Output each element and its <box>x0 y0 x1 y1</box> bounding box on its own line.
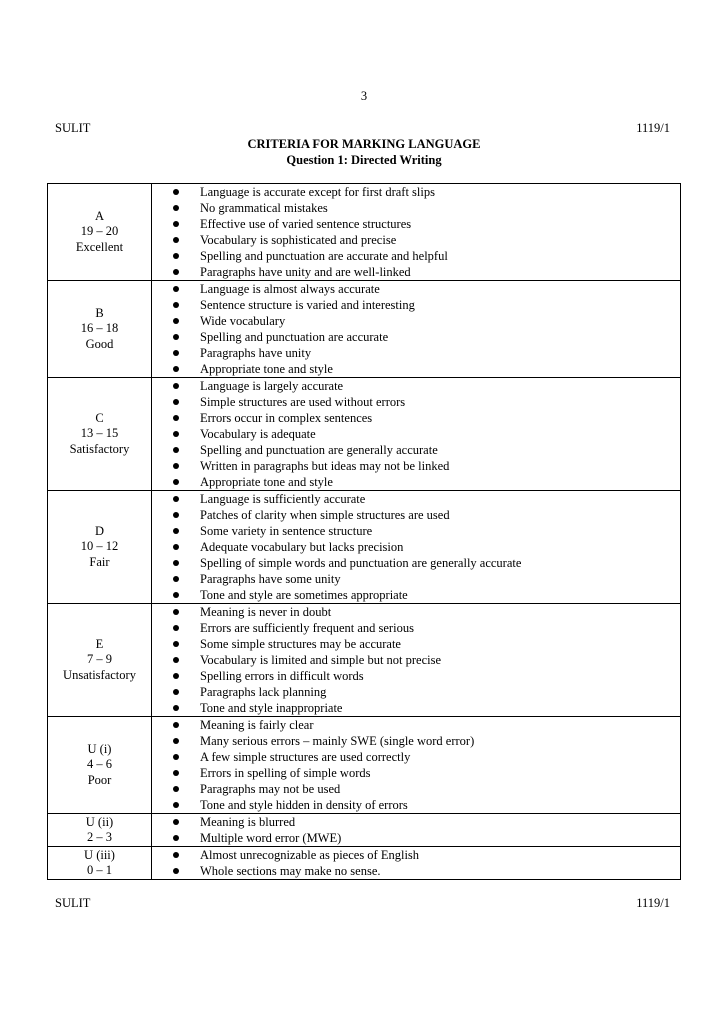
grade-descriptor: Fair <box>89 554 110 569</box>
bullet-icon <box>173 560 179 566</box>
criteria-item <box>152 587 680 603</box>
grade-letter: U (i) <box>87 741 112 756</box>
header-sulit: SULIT <box>55 121 91 135</box>
criteria-row <box>48 281 681 378</box>
bullet-icon <box>173 496 179 502</box>
grade-cell <box>48 184 152 281</box>
criteria-item-text: Language is sufficiently accurate <box>200 492 366 506</box>
criteria-item-text: Many serious errors – mainly SWE (single word error) <box>200 734 475 748</box>
criteria-row <box>48 491 681 604</box>
footer-paper-code: 1119/1 <box>636 896 670 910</box>
grade-mark-range: 16 – 18 <box>80 321 119 336</box>
criteria-item-text: Patches of clarity when simple structures are used <box>200 508 450 522</box>
criteria-item <box>152 523 680 539</box>
criteria-item <box>152 781 680 797</box>
grade-cell <box>48 717 152 814</box>
grade-mark-range: 13 – 15 <box>80 426 119 441</box>
criteria-row <box>48 184 681 281</box>
criteria-item-text: Appropriate tone and style <box>200 362 333 376</box>
grade-cell <box>48 847 152 880</box>
criteria-item-text: Simple structures are used without errors <box>200 395 406 409</box>
criteria-item-text: Meaning is blurred <box>200 815 296 829</box>
criteria-item-text: Sentence structure is varied and interesting <box>200 298 415 312</box>
grade-descriptor: Excellent <box>75 239 124 254</box>
criteria-item <box>152 232 680 248</box>
bullet-icon <box>173 302 179 308</box>
grade-descriptor: Poor <box>87 772 112 787</box>
grade-letter: U (ii) <box>85 814 114 829</box>
criteria-table <box>47 183 681 880</box>
criteria-item <box>152 797 680 813</box>
bullet-icon <box>173 205 179 211</box>
criteria-item <box>152 733 680 749</box>
criteria-item-text: Meaning is never in doubt <box>200 605 332 619</box>
bullet-icon <box>173 350 179 356</box>
criteria-item-text: Language is almost always accurate <box>200 282 380 296</box>
criteria-item-text: Errors in spelling of simple words <box>200 766 371 780</box>
criteria-item-text: Paragraphs have unity <box>200 346 312 360</box>
criteria-list <box>152 847 680 879</box>
grade-cell <box>48 604 152 717</box>
criteria-item-text: Tone and style inappropriate <box>200 701 343 715</box>
criteria-row <box>48 717 681 814</box>
criteria-item <box>152 491 680 507</box>
criteria-item-text: Paragraphs have unity and are well-linked <box>200 265 411 279</box>
bullet-icon <box>173 738 179 744</box>
criteria-item <box>152 539 680 555</box>
criteria-item-text: Vocabulary is adequate <box>200 427 316 441</box>
criteria-item <box>152 378 680 394</box>
criteria-item-text: Whole sections may make no sense. <box>200 864 381 878</box>
criteria-item-text: Vocabulary is sophisticated and precise <box>200 233 397 247</box>
criteria-item <box>152 200 680 216</box>
criteria-item-text: Almost unrecognizable as pieces of English <box>200 848 420 862</box>
grade-letter: U (iii) <box>84 847 115 862</box>
grade-descriptor: Satisfactory <box>69 441 130 456</box>
criteria-cell <box>152 281 681 378</box>
criteria-cell <box>152 717 681 814</box>
criteria-item <box>152 264 680 280</box>
criteria-item <box>152 329 680 345</box>
bullet-icon <box>173 673 179 679</box>
page-number: 3 <box>360 89 368 103</box>
criteria-item-text: Errors are sufficiently frequent and serious <box>200 621 414 635</box>
grade-cell <box>48 281 152 378</box>
bullet-icon <box>173 852 179 858</box>
criteria-item <box>152 668 680 684</box>
bullet-icon <box>173 383 179 389</box>
bullet-icon <box>173 754 179 760</box>
criteria-table-body <box>48 184 681 880</box>
criteria-cell <box>152 604 681 717</box>
criteria-item <box>152 814 680 830</box>
bullet-icon <box>173 479 179 485</box>
grade-cell <box>48 378 152 491</box>
criteria-item-text: Spelling and punctuation are accurate and helpful <box>200 249 448 263</box>
grade-letter: D <box>94 523 105 538</box>
bullet-icon <box>173 463 179 469</box>
criteria-item-text: Adequate vocabulary but lacks precision <box>200 540 404 554</box>
criteria-item-text: Paragraphs lack planning <box>200 685 327 699</box>
criteria-item-text: A few simple structures are used correctly <box>200 750 411 764</box>
criteria-item <box>152 216 680 232</box>
criteria-list <box>152 281 680 377</box>
document-subtitle: Question 1: Directed Writing <box>286 153 442 167</box>
criteria-item-text: Language is largely accurate <box>200 379 344 393</box>
criteria-item-text: Vocabulary is limited and simple but not precise <box>200 653 442 667</box>
criteria-cell <box>152 847 681 880</box>
criteria-item-text: Spelling and punctuation are generally accurate <box>200 443 438 457</box>
criteria-item <box>152 863 680 879</box>
criteria-item <box>152 474 680 490</box>
grade-mark-range: 19 – 20 <box>80 224 119 239</box>
criteria-item <box>152 458 680 474</box>
grade-descriptor: Good <box>85 336 114 351</box>
bullet-icon <box>173 641 179 647</box>
bullet-icon <box>173 431 179 437</box>
bullet-icon <box>173 221 179 227</box>
bullet-icon <box>173 576 179 582</box>
criteria-list <box>152 604 680 716</box>
bullet-icon <box>173 625 179 631</box>
criteria-item <box>152 345 680 361</box>
criteria-item-text: Tone and style are sometimes appropriate <box>200 588 408 602</box>
bullet-icon <box>173 786 179 792</box>
bullet-icon <box>173 253 179 259</box>
criteria-item <box>152 555 680 571</box>
criteria-item-text: Wide vocabulary <box>200 314 286 328</box>
criteria-cell <box>152 378 681 491</box>
criteria-item-text: Effective use of varied sentence structures <box>200 217 412 231</box>
bullet-icon <box>173 802 179 808</box>
bullet-icon <box>173 868 179 874</box>
criteria-item <box>152 684 680 700</box>
criteria-item <box>152 410 680 426</box>
criteria-list <box>152 814 680 846</box>
criteria-list <box>152 717 680 813</box>
criteria-item <box>152 297 680 313</box>
bullet-icon <box>173 334 179 340</box>
criteria-item <box>152 313 680 329</box>
criteria-item-text: Paragraphs have some unity <box>200 572 341 586</box>
criteria-item <box>152 248 680 264</box>
criteria-item-text: Meaning is fairly clear <box>200 718 314 732</box>
criteria-row <box>48 378 681 491</box>
criteria-item-text: Tone and style hidden in density of errors <box>200 798 408 812</box>
grade-mark-range: 0 – 1 <box>87 863 112 877</box>
criteria-item <box>152 620 680 636</box>
bullet-icon <box>173 399 179 405</box>
criteria-item-text: Written in paragraphs but ideas may not be linked <box>200 459 450 473</box>
criteria-item-text: Language is accurate except for first draft slips <box>200 185 435 199</box>
criteria-item <box>152 717 680 733</box>
criteria-item <box>152 847 680 863</box>
bullet-icon <box>173 366 179 372</box>
bullet-icon <box>173 447 179 453</box>
criteria-item-text: Paragraphs may not be used <box>200 782 341 796</box>
criteria-item <box>152 394 680 410</box>
criteria-item-text: No grammatical mistakes <box>200 201 328 215</box>
grade-letter: B <box>95 305 104 320</box>
bullet-icon <box>173 592 179 598</box>
grade-cell <box>48 491 152 604</box>
criteria-cell <box>152 491 681 604</box>
bullet-icon <box>173 689 179 695</box>
bullet-icon <box>173 415 179 421</box>
criteria-item <box>152 361 680 377</box>
criteria-item <box>152 571 680 587</box>
footer-sulit: SULIT <box>55 896 91 910</box>
criteria-item <box>152 636 680 652</box>
criteria-row <box>48 814 681 847</box>
header-paper-code: 1119/1 <box>636 121 670 135</box>
criteria-item-text: Spelling errors in difficult words <box>200 669 364 683</box>
criteria-item <box>152 652 680 668</box>
criteria-item-text: Some variety in sentence structure <box>200 524 373 538</box>
criteria-list <box>152 184 680 280</box>
bullet-icon <box>173 544 179 550</box>
criteria-item <box>152 700 680 716</box>
grade-letter: E <box>95 636 104 651</box>
criteria-row <box>48 604 681 717</box>
bullet-icon <box>173 835 179 841</box>
bullet-icon <box>173 770 179 776</box>
criteria-item-text: Appropriate tone and style <box>200 475 333 489</box>
bullet-icon <box>173 657 179 663</box>
bullet-icon <box>173 286 179 292</box>
grade-letter: A <box>94 208 105 223</box>
criteria-item-text: Spelling of simple words and punctuation are generally accurate <box>200 556 522 570</box>
grade-letter: C <box>95 410 104 425</box>
criteria-item <box>152 749 680 765</box>
grade-mark-range: 2 – 3 <box>87 830 112 844</box>
criteria-item <box>152 830 680 846</box>
bullet-icon <box>173 609 179 615</box>
criteria-item-text: Spelling and punctuation are accurate <box>200 330 389 344</box>
bullet-icon <box>173 819 179 825</box>
criteria-list <box>152 491 680 603</box>
criteria-list <box>152 378 680 490</box>
bullet-icon <box>173 512 179 518</box>
document-title: CRITERIA FOR MARKING LANGUAGE <box>247 137 481 151</box>
grade-cell <box>48 814 152 847</box>
grade-mark-range: 10 – 12 <box>80 539 119 554</box>
bullet-icon <box>173 705 179 711</box>
criteria-row <box>48 847 681 880</box>
criteria-item <box>152 442 680 458</box>
bullet-icon <box>173 722 179 728</box>
criteria-item-text: Multiple word error (MWE) <box>200 831 342 845</box>
criteria-item <box>152 765 680 781</box>
criteria-item <box>152 184 680 200</box>
bullet-icon <box>173 269 179 275</box>
criteria-item <box>152 604 680 620</box>
grade-mark-range: 7 – 9 <box>87 652 112 667</box>
grade-descriptor: Unsatisfactory <box>63 667 136 682</box>
criteria-item-text: Some simple structures may be accurate <box>200 637 401 651</box>
criteria-cell <box>152 814 681 847</box>
criteria-cell <box>152 184 681 281</box>
bullet-icon <box>173 528 179 534</box>
criteria-item <box>152 281 680 297</box>
grade-mark-range: 4 – 6 <box>87 757 112 772</box>
bullet-icon <box>173 318 179 324</box>
bullet-icon <box>173 189 179 195</box>
criteria-item <box>152 507 680 523</box>
criteria-item-text: Errors occur in complex sentences <box>200 411 373 425</box>
criteria-item <box>152 426 680 442</box>
bullet-icon <box>173 237 179 243</box>
